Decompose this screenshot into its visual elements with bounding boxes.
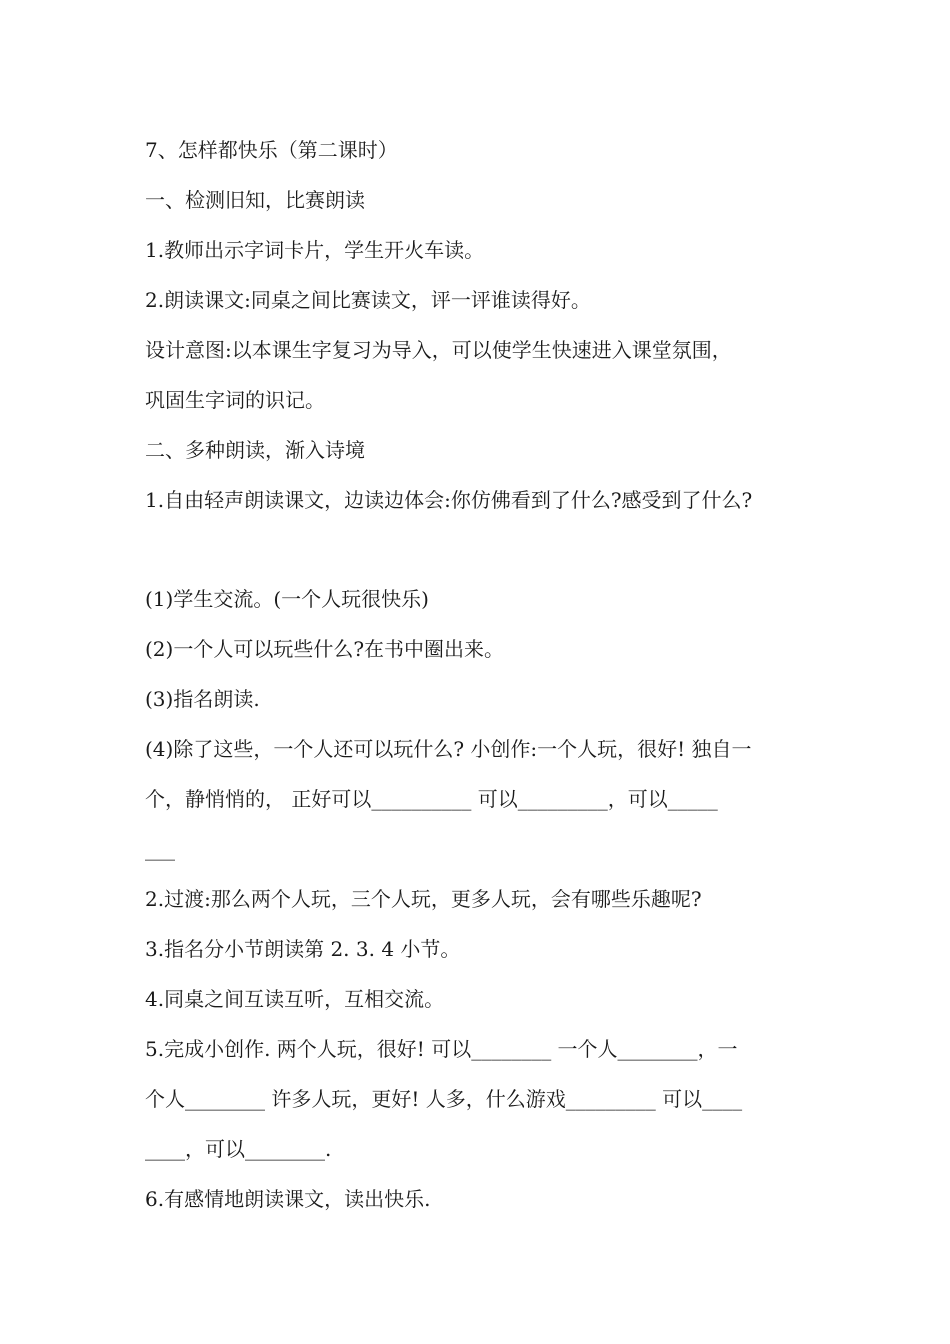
text-line: 3.指名分小节朗读第 2. 3. 4 小节。 — [145, 937, 461, 961]
text-line: 4.同桌之间互读互听，互相交流。 — [145, 987, 445, 1011]
text-line: ____，可以________. — [145, 1137, 332, 1161]
text-line: (3)指名朗读. — [145, 687, 260, 711]
text-line: 个人________ 许多人玩，更好! 人多，什么游戏_________ 可以____ — [145, 1087, 743, 1111]
document-title: 7、怎样都快乐（第二课时） — [145, 138, 398, 162]
text-line: 设计意图:以本课生字复习为导入，可以使学生快速进入课堂氛围， — [145, 338, 732, 362]
section-heading-2: 二、多种朗读，渐入诗境 — [145, 438, 365, 462]
text-line: (4)除了这些，一个人还可以玩什么? 小创作:一个人玩，很好! 独自一 — [145, 737, 752, 761]
text-line: 2.朗读课文:同桌之间比赛读文，评一评谁读得好。 — [145, 288, 591, 312]
section-heading-1: 一、检测旧知，比赛朗读 — [145, 188, 365, 212]
text-line: 1.自由轻声朗读课文，边读边体会:你仿佛看到了什么?感受到了什么? — [145, 488, 753, 512]
text-line: 6.有感情地朗读课文，读出快乐. — [145, 1187, 431, 1211]
text-line: (2)一个人可以玩些什么?在书中圈出来。 — [145, 637, 505, 661]
text-line: 5.完成小创作. 两个人玩，很好! 可以________ 一个人________，一 — [145, 1037, 738, 1061]
text-line: 2.过渡:那么两个人玩，三个人玩，更多人玩，会有哪些乐趣呢? — [145, 887, 702, 911]
text-line: 个，静悄悄的， 正好可以__________ 可以_________，可以_____ — [145, 787, 718, 811]
text-line: 1.教师出示字词卡片，学生开火车读。 — [145, 238, 485, 262]
text-line: (1)学生交流。(一个人玩很快乐) — [145, 587, 429, 611]
text-line: ___ — [145, 837, 175, 861]
text-line: 巩固生字词的识记。 — [145, 388, 325, 412]
